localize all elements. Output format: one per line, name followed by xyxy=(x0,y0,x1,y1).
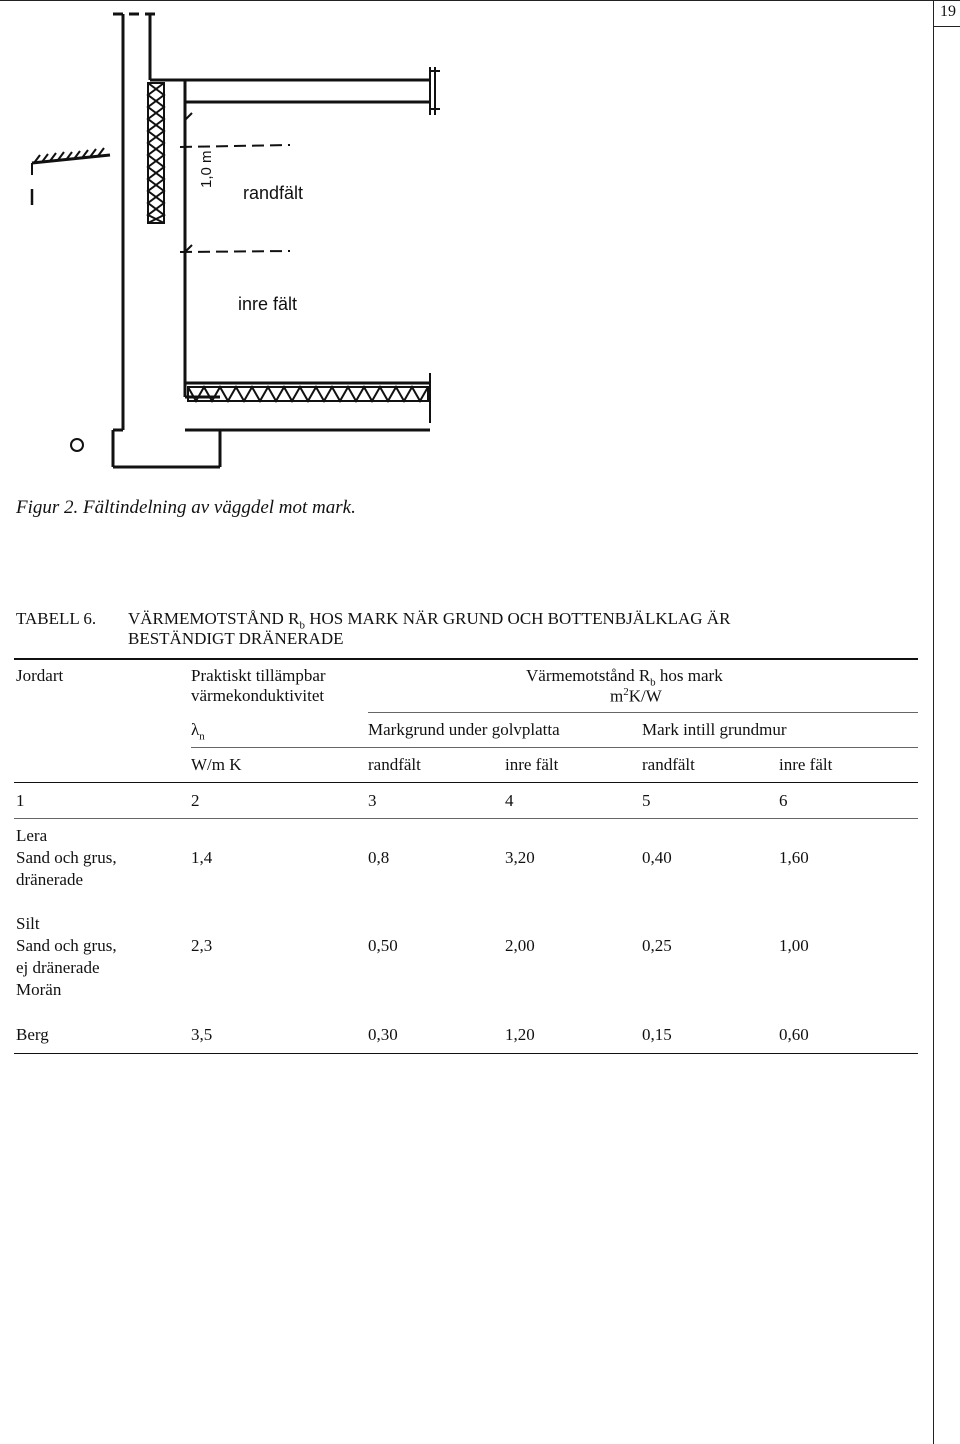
header-praktiskt-2: värmekonduktivitet xyxy=(191,686,325,705)
header-praktiskt-1: Praktiskt tillämpbar xyxy=(191,666,326,685)
header-markintill: Mark intill grundmur xyxy=(642,720,787,739)
page-number: 19 xyxy=(940,3,956,20)
row3-soil-1: Berg xyxy=(16,1025,49,1044)
table-title-line1: VÄRMEMOTSTÅND $R_b$ HOS MARK NÄR GRUND OCH BOTTENBJÄLKLAG ÄR xyxy=(128,609,731,632)
top-border xyxy=(0,0,960,1)
row1-soil-1: Lera xyxy=(16,826,48,845)
row1-c3: 0,8 xyxy=(368,848,390,867)
header-jordart: Jordart xyxy=(16,666,64,685)
col-num-1: 1 xyxy=(16,791,25,810)
row3-lambda: 3,5 xyxy=(191,1025,213,1044)
header-rule-3 xyxy=(14,782,918,783)
header-randfalt-2: randfält xyxy=(642,755,695,774)
row2-soil-2: Sand och grus, xyxy=(16,936,117,955)
table-title-line2: BESTÄNDIGT DRÄNERADE xyxy=(128,629,344,648)
header-wmk: W/m K xyxy=(191,755,242,774)
table-label: TABELL 6. xyxy=(16,609,97,628)
row3-c6: 0,60 xyxy=(779,1025,809,1044)
randfalt-label: randfält xyxy=(243,183,304,203)
col-num-rule xyxy=(14,818,918,819)
row1-c6: 1,60 xyxy=(779,848,809,867)
row1-lambda: 1,4 xyxy=(191,848,213,867)
subscript-b: b xyxy=(299,619,305,632)
header-inre-2: inre fält xyxy=(779,755,833,774)
row1-c4: 3,20 xyxy=(505,848,535,867)
foundation-diagram xyxy=(20,5,480,485)
header-rule-1 xyxy=(368,712,918,713)
row2-soil-3: ej dränerade xyxy=(16,958,100,977)
row3-c4: 1,20 xyxy=(505,1025,535,1044)
col-num-4: 4 xyxy=(505,791,514,810)
table-top-rule xyxy=(14,658,918,660)
page-number-rule xyxy=(933,26,960,27)
col-num-3: 3 xyxy=(368,791,377,810)
row2-c4: 2,00 xyxy=(505,936,535,955)
col-num-2: 2 xyxy=(191,791,200,810)
row3-c3: 0,30 xyxy=(368,1025,398,1044)
header-unit: $m^2K/W$ xyxy=(610,686,662,706)
header-inre-1: inre fält xyxy=(505,755,559,774)
row2-soil-1: Silt xyxy=(16,914,40,933)
header-markgrund: Markgrund under golvplatta xyxy=(368,720,560,739)
table-bottom-rule xyxy=(14,1053,918,1054)
row3-c5: 0,15 xyxy=(642,1025,672,1044)
header-rule-2 xyxy=(191,747,918,748)
inre-falt-label: inre fält xyxy=(238,294,298,314)
col-num-6: 6 xyxy=(779,791,788,810)
row1-soil-3: dränerade xyxy=(16,870,84,889)
header-randfalt-1: randfält xyxy=(368,755,421,774)
row2-soil-4: Morän xyxy=(16,980,62,999)
figure-caption: Figur 2. Fältindelning av väggdel mot mark. xyxy=(16,497,356,518)
row2-c3: 0,50 xyxy=(368,936,398,955)
header-varmemotstand: Värmemotstånd $R_b$ hos mark xyxy=(526,666,723,689)
row2-c5: 0,25 xyxy=(642,936,672,955)
dimension-label: 1,0 m xyxy=(198,150,215,188)
right-border xyxy=(933,0,934,1444)
row1-soil-2: Sand och grus, xyxy=(16,848,117,867)
header-lambda: $\lambda_n$ xyxy=(191,720,205,743)
row1-c5: 0,40 xyxy=(642,848,672,867)
row2-lambda: 2,3 xyxy=(191,936,213,955)
col-num-5: 5 xyxy=(642,791,651,810)
row2-c6: 1,00 xyxy=(779,936,809,955)
